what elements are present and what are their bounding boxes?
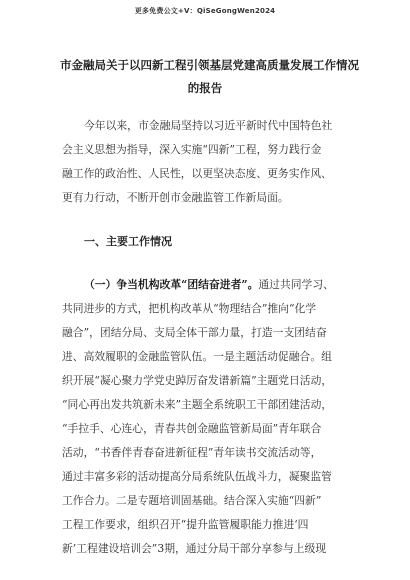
body-line: 融合”，团结分局、支局全体干部力量，打造一支团结奋 xyxy=(62,326,327,339)
document-title-line-2: 的报告 xyxy=(187,81,223,95)
watermark-text: 更多免费公文+V：QiSeGongWen2024 xyxy=(134,7,276,15)
body-line: 共同进步的方式，把机构改革从“物理结合”推向“化学 xyxy=(62,302,317,315)
intro-line: 更有力行动，不断开创市金融监管工作新局面。 xyxy=(62,191,289,204)
body-line: 织开展“凝心聚力学党史踔厉奋发谱新篇”主题党日活动， xyxy=(62,374,333,387)
section-heading: 一、主要工作情况 xyxy=(84,235,172,248)
body-line: 活动，“书香伴青春奋进新征程”青年读书交流活动等， xyxy=(62,446,322,459)
body-line: 新’工程建设培训会”3期，通过分局干部分享参与上级现 xyxy=(62,542,327,555)
body-line: 工作合力。二是专题培训固基础。结合深入实施“四新” xyxy=(62,494,322,507)
body-line: 进、高效履职的金融监管队伍。一是主题活动促融合。组 xyxy=(62,350,332,363)
body-line: “同心再出发共筑新未来”主题全系统职工干部团建活动， xyxy=(62,398,333,411)
intro-line: 融工作的政治性、人民性，以更坚决态度、更务实作风、 xyxy=(62,167,332,180)
intro-line: 今年以来，市金融局坚持以习近平新时代中国特色社 xyxy=(84,119,333,132)
subsection-heading: （一）争当机构改革“团结奋进者”。 xyxy=(84,278,259,291)
document-title-line-1: 市金融局关于以四新工程引领基层党建高质量发展工作情况 xyxy=(60,58,359,72)
intro-line: 会主义思想为指导，深入实施“四新”工程，努力践行金 xyxy=(62,143,322,156)
body-line: 通过丰富多彩的活动提高分局系统队伍战斗力，凝聚监管 xyxy=(62,470,332,483)
subsection-first-line-text: 通过共同学习、 xyxy=(258,278,334,291)
subsection-first-line xyxy=(84,280,334,291)
body-line: 工程工作要求，组织召开“提升监管履职能力推进‘四 xyxy=(62,518,309,531)
body-line: “手拉手、心连心，青春共创金融监管新局面”青年联合 xyxy=(62,422,322,435)
